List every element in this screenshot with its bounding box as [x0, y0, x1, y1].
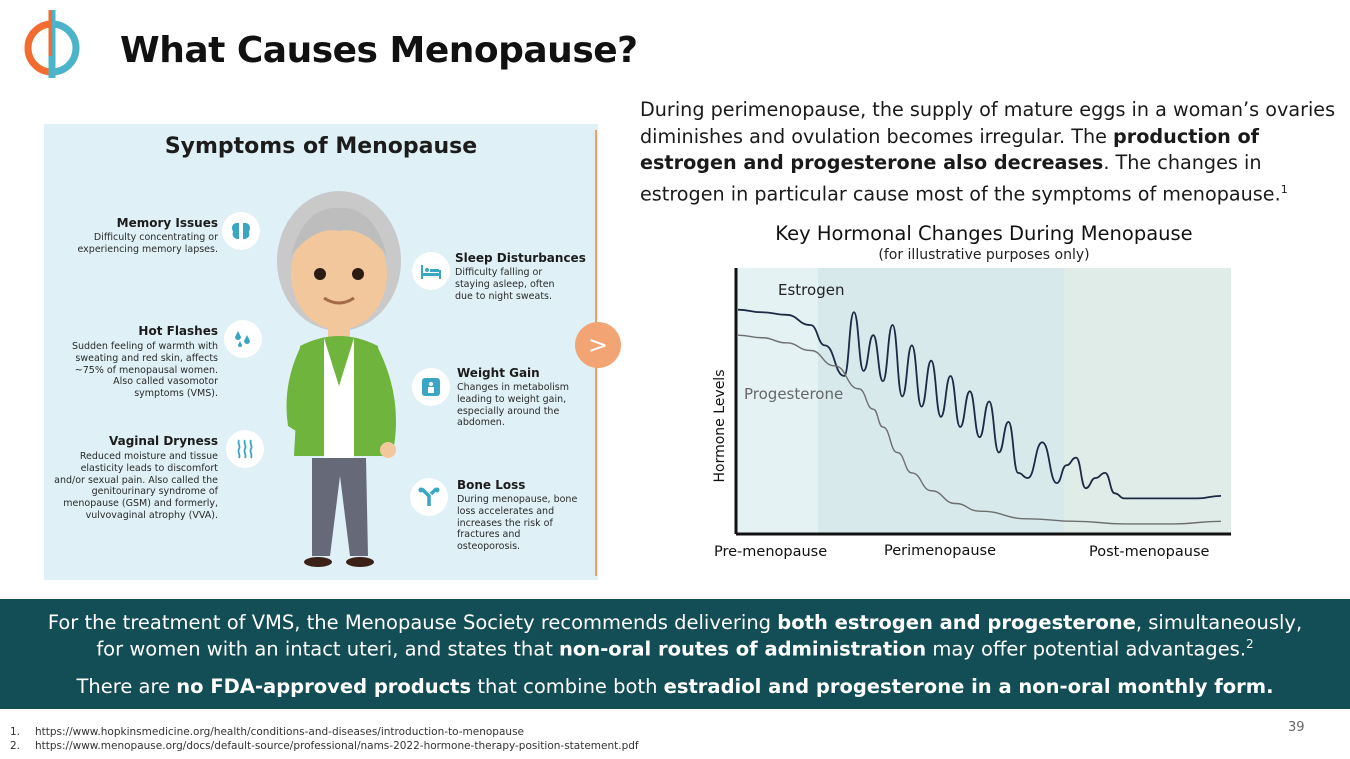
- hormone-chart: [706, 264, 1236, 564]
- symptom-text: Difficulty concentrating or experiencing memory lapses.: [77, 232, 218, 255]
- scale-icon: [412, 368, 450, 406]
- series-label-progesterone: Progesterone: [744, 385, 844, 403]
- symptom-heading: Sleep Disturbances: [455, 251, 586, 265]
- symptom-text: Changes in metabolism leading to weight gain, especially around the abdomen.: [457, 382, 569, 429]
- chart-subtitle: (for illustrative purposes only): [878, 247, 1090, 263]
- chart-title: Key Hormonal Changes During Menopause: [775, 222, 1193, 245]
- symptom-text: Sudden feeling of warmth with sweating and red skin, affects ~75% of menopausal women. Also called vasomotor symptoms (VMS).: [71, 341, 218, 400]
- region-post-menopause: [1064, 268, 1231, 534]
- region-label: Pre-menopause: [714, 544, 828, 560]
- symptom-text: During menopause, bone loss accelerates and increases the risk of fractures and osteoporosis.: [457, 494, 578, 553]
- page-number: 39: [1288, 720, 1305, 735]
- company-logo: [24, 8, 80, 80]
- y-axis-label: Hormone Levels: [712, 369, 728, 483]
- banner-line-1: For the treatment of VMS, the Menopause Society recommends delivering both estrogen and progesterone, simultaneously,: [47, 611, 1303, 634]
- symptom-heading: Memory Issues: [116, 216, 218, 230]
- symptom-heading: Weight Gain: [457, 366, 540, 380]
- symptom-heading: Hot Flashes: [138, 324, 218, 338]
- symptom-text: Reduced moisture and tissue elasticity leads to discomfort and/or sexual pain. Also called the genitourinary syndrome of menopause (GSM) and formerly, vulvovaginal atrophy (VVA).: [54, 451, 218, 521]
- reference-item: 1. https://www.hopkinsmedicine.org/health/conditions-and-diseases/introduction-to-menopause: [10, 726, 524, 738]
- page-title: What Causes Menopause?: [120, 30, 638, 71]
- region-label: Post-menopause: [1089, 544, 1210, 560]
- symptoms-infographic: [44, 124, 598, 580]
- bed-icon: [412, 252, 450, 290]
- symptom-heading: Bone Loss: [457, 478, 526, 492]
- reference-item: 2. https://www.menopause.org/docs/default-source/professional/nams-2022-hormone-therapy-position-statement.pdf: [10, 739, 639, 752]
- description-paragraph: During perimenopause, the supply of mature eggs in a woman’s ovaries diminishes and ovulation becomes irregular. The production of estrogen and progesterone also decreases. The changes in estrogen in particular cause most of the symptoms of menopause.$^1$: [640, 98, 1336, 205]
- symptom-heading: Vaginal Dryness: [108, 434, 218, 448]
- region-label: Perimenopause: [884, 543, 996, 559]
- banner-line-3: There are no FDA-approved products that combine both estradiol and progesterone in a non-oral monthly form.: [76, 675, 1274, 698]
- references: [10, 726, 639, 753]
- woman-illustration: [254, 186, 424, 576]
- infographic-title: Symptoms of Menopause: [164, 134, 478, 159]
- reference-link[interactable]: https://www.menopause.org/docs/default-source/professional/nams-2022-hormone-therapy-position-statement.pdf: [35, 739, 639, 752]
- banner-line-2: for women with an intact uteri, and states that non-oral routes of administration may offer potential advantages.$^2$: [96, 637, 1254, 661]
- next-arrow-button[interactable]: >: [575, 322, 621, 368]
- bone-icon: [410, 478, 448, 516]
- recommendation-banner: [0, 599, 1350, 709]
- series-label-estrogen: Estrogen: [778, 281, 845, 299]
- reference-link[interactable]: https://www.hopkinsmedicine.org/health/conditions-and-diseases/introduction-to-menopause: [35, 726, 524, 738]
- symptom-text: Difficulty falling or staying asleep, often due to night sweats.: [455, 267, 555, 302]
